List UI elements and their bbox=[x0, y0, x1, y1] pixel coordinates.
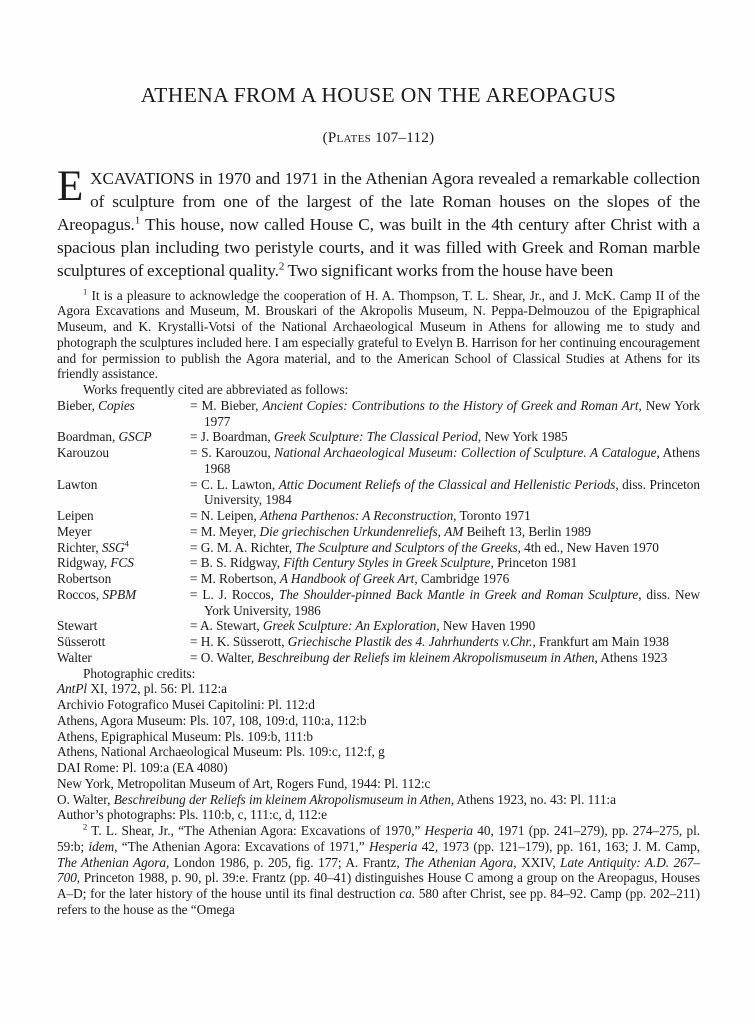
abbreviation-definition: = N. Leipen, Athena Parthenos: A Reconstruction, Toronto 1971 bbox=[190, 508, 531, 524]
abbreviation-definition: = B. S. Ridgway, Fifth Century Styles in Greek Sculpture, Princeton 1981 bbox=[190, 555, 578, 571]
abbreviation-row bbox=[57, 429, 700, 445]
credit-line: Author’s photographs: Pls. 110:b, c, 111:c, d, 112:e bbox=[57, 807, 327, 823]
abbreviation-term: Lawton bbox=[57, 476, 98, 492]
abbreviation-definition: = J. Boardman, Greek Sculpture: The Classical Period, New York 1985 bbox=[190, 429, 568, 445]
footnote-1: $^1$ It is a pleasure to acknowledge the cooperation of H. A. Thompson, T. L. Shear, Jr., and J. McK. Camp II of the Agora Excavations and Museum, M. Brouskari of the Akropolis Museum, N. Peppa-Delmouzou of the Epigraphical Museum, and K. Krystalli-Votsi of the National Archaeological Museum in Athens for allowing me to study and photograph the sculptures included here. I am especially grateful to Evelyn B. Harrison for her continuing encouragement and for permission to publish the Agora material, and to the American School of Classical Studies at Athens for its friendly assistance. bbox=[57, 286, 700, 382]
plates-line: (Plates 107–112) bbox=[322, 129, 435, 146]
page-content bbox=[57, 0, 700, 918]
abbreviation-definition: = A. Stewart, Greek Sculpture: An Exploration, New Haven 1990 bbox=[190, 618, 536, 634]
abbreviation-row bbox=[57, 445, 700, 477]
abbreviation-definition: = S. Karouzou, National Archaeological Museum: Collection of Sculpture. A Catalogue, Athens 1968 bbox=[190, 445, 700, 476]
credit-line: Athens, Epigraphical Museum: Pls. 109:b, 111:b bbox=[57, 728, 313, 744]
abbreviation-row bbox=[57, 398, 700, 430]
abbreviation-row bbox=[57, 540, 700, 556]
abbreviation-row bbox=[57, 571, 700, 587]
abbreviation-row bbox=[57, 524, 700, 540]
abbreviation-row bbox=[57, 555, 700, 571]
credit-line: DAI Rome: Pl. 109:a (EA 4080) bbox=[57, 760, 228, 776]
intro-paragraph bbox=[57, 162, 700, 283]
abbreviation-row bbox=[57, 587, 700, 619]
abbreviation-term: Süsserott bbox=[57, 634, 106, 650]
abbreviation-definition: = L. J. Roccos, The Shoulder-pinned Back Mantle in Greek and Roman Sculpture, diss. New York University, 1986 bbox=[190, 586, 701, 618]
abbreviation-row bbox=[57, 634, 700, 650]
abbreviation-definition: = M. Meyer, Die griechischen Urkundenreliefs, AM Beiheft 13, Berlin 1989 bbox=[190, 523, 591, 539]
abbreviation-row bbox=[57, 650, 700, 666]
credit-line: Archivio Fotografico Musei Capitolini: Pl. 112:d bbox=[57, 697, 315, 713]
credit-line: Athens, Agora Museum: Pls. 107, 108, 109:d, 110:a, 112:b bbox=[57, 712, 367, 728]
footnotes-section bbox=[57, 288, 700, 918]
footnote-2: $^2$ T. L. Shear, Jr., “The Athenian Agora: Excavations of 1970,” Hesperia 40, 1971 (pp. 241–279), pp. 274–275, pl. 59:b; idem, “The Athenian Agora: Excavations of 1971,” Hesperia 42, 1973 (pp. 121–179), pp. 161, 163; J. M. Camp, The Athenian Agora, London 1986, p. 205, fig. 177; A. Frantz, The Athenian Agora, XXIV, Late Antiquity: A.D. 267–700, Princeton 1988, p. 90, pl. 39:e. Frantz (pp. 40–41) distinguishes House C among a group on the Areopagus, Houses A–D; for the later history of the house until its final destruction ca. 580 after Christ, see pp. 84–92. Camp (pp. 202–211) refers to the house as the “Omega bbox=[57, 821, 701, 917]
works-cited-header: Works frequently cited are abbreviated as follows: bbox=[83, 382, 349, 398]
abbreviation-definition: = M. Robertson, A Handbook of Greek Art, Cambridge 1976 bbox=[190, 571, 510, 587]
abbreviation-term: Leipen bbox=[57, 508, 94, 524]
article-title: ATHENA FROM A HOUSE ON THE AREOPAGUS bbox=[140, 83, 617, 107]
abbreviations-list bbox=[57, 398, 700, 666]
abbreviation-row bbox=[57, 618, 700, 634]
abbreviation-row bbox=[57, 477, 700, 509]
abbreviation-term: Walter bbox=[57, 649, 92, 665]
abbreviation-definition: = M. Bieber, Ancient Copies: Contributions to the History of Greek and Roman Art, New York 1977 bbox=[190, 397, 700, 429]
credit-line: O. Walter, Beschreibung der Reliefs im kleinem Akropolismuseum in Athen, Athens 1923, no. 43: Pl. 111:a bbox=[57, 791, 616, 807]
abbreviation-term: Bieber, Copies bbox=[57, 397, 135, 413]
abbreviation-term: Ridgway, FCS bbox=[57, 555, 134, 571]
abbreviation-term: Stewart bbox=[57, 618, 98, 634]
abbreviation-row bbox=[57, 508, 700, 524]
credits-header: Photographic credits: bbox=[83, 665, 196, 681]
credits-list bbox=[57, 681, 700, 823]
abbreviation-definition: = O. Walter, Beschreibung der Reliefs im kleinem Akropolismuseum in Athen, Athens 1923 bbox=[190, 649, 668, 665]
abbreviation-definition: = C. L. Lawton, Attic Document Reliefs of the Classical and Hellenistic Periods, diss. Princeton University, 1984 bbox=[190, 476, 700, 508]
credit-line: Athens, National Archaeological Museum: Pls. 109:c, 112:f, g bbox=[57, 744, 385, 760]
abbreviation-term: Karouzou bbox=[57, 445, 110, 461]
abbreviation-term: Roccos, SPBM bbox=[57, 586, 137, 602]
credit-line: AntPl XI, 1972, pl. 56: Pl. 112:a bbox=[57, 681, 227, 697]
drop-cap-initial: E bbox=[57, 162, 84, 210]
abbreviation-definition: = G. M. A. Richter, The Sculpture and Sculptors of the Greeks, 4th ed., New Haven 1970 bbox=[190, 539, 659, 555]
credit-line: New York, Metropolitan Museum of Art, Rogers Fund, 1944: Pl. 112:c bbox=[57, 775, 431, 791]
abbreviation-definition: = H. K. Süsserott, Griechische Plastik des 4. Jahrhunderts v.Chr., Frankfurt am Main 1938 bbox=[190, 634, 670, 650]
abbreviation-term: Richter, SSG$^4$ bbox=[57, 538, 129, 555]
intro-text: XCAVATIONS in 1970 and 1971 in the Athenian Agora revealed a remarkable collection of sculpture from one of the largest of the late Roman houses on the slopes of the Areopagus.$^1$ This house, now called House C, was built in the 4th century after Christ with a spacious plan including two peristyle courts, and it was filled with Greek and Roman marble sculptures of exceptional quality.$^2$ Two significant works from the house have been bbox=[57, 168, 700, 281]
abbreviation-term: Boardman, GSCP bbox=[57, 429, 152, 445]
abbreviation-term: Meyer bbox=[57, 523, 92, 539]
abbreviation-term: Robertson bbox=[57, 571, 112, 587]
